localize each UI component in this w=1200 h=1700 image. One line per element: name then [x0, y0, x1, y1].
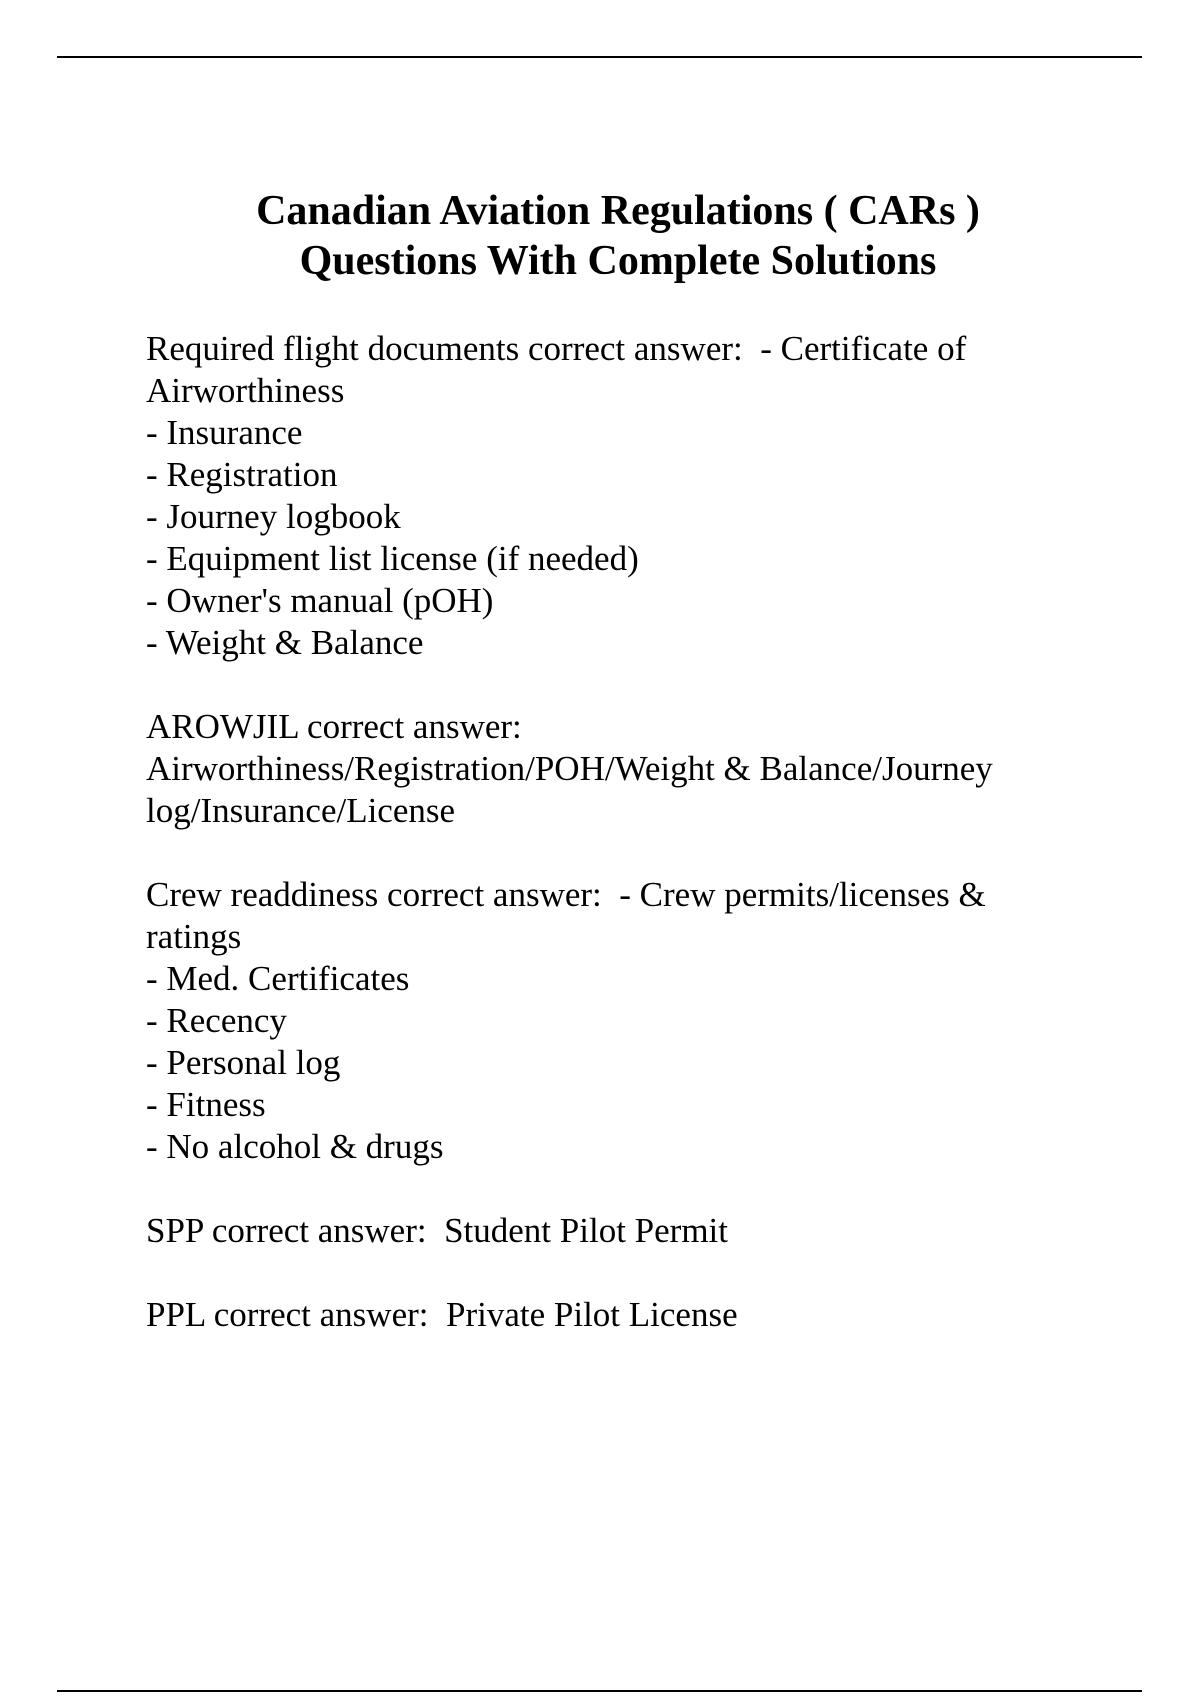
qa-entry-required-flight-documents: [146, 328, 1086, 664]
entry-line: - Insurance: [146, 413, 303, 452]
entry-line: - Recency: [146, 1001, 287, 1040]
document-title: [0, 186, 1200, 286]
entry-line: - Equipment list license (if needed): [146, 539, 639, 578]
entry-line: - Journey logbook: [146, 497, 401, 536]
entry-line: Crew readdiness correct answer: - Crew permits/licenses &: [146, 875, 986, 914]
qa-entry-crew-readiness: [146, 874, 1086, 1168]
entry-line: log/Insurance/License: [146, 791, 456, 830]
entry-line: - Fitness: [146, 1085, 266, 1124]
entry-line: - Owner's manual (pOH): [146, 581, 494, 620]
bottom-rule: [57, 1690, 1142, 1692]
title-line-1: Canadian Aviation Regulations ( CARs ): [256, 188, 980, 234]
entry-line: - Weight & Balance: [146, 623, 424, 662]
top-rule: [57, 56, 1142, 58]
entry-line: - Registration: [146, 455, 338, 494]
entry-line: PPL correct answer: Private Pilot License: [146, 1295, 738, 1334]
entry-line: ratings: [146, 917, 242, 956]
qa-entry-spp: [146, 1210, 1086, 1252]
entry-line: Airworthiness: [146, 371, 345, 410]
entry-line: AROWJIL correct answer:: [146, 707, 522, 746]
entry-line: SPP correct answer: Student Pilot Permit: [146, 1211, 728, 1250]
title-line-2: Questions With Complete Solutions: [299, 238, 937, 284]
entry-line: Airworthiness/Registration/POH/Weight & Balance/Journey: [146, 749, 993, 788]
qa-entry-arowjil: [146, 706, 1086, 832]
qa-list: [146, 328, 1086, 1378]
entry-line: - Personal log: [146, 1043, 341, 1082]
entry-line: Required flight documents correct answer: - Certificate of: [146, 329, 967, 368]
entry-line: - Med. Certificates: [146, 959, 410, 998]
qa-entry-ppl: [146, 1294, 1086, 1336]
entry-line: - No alcohol & drugs: [146, 1127, 444, 1166]
